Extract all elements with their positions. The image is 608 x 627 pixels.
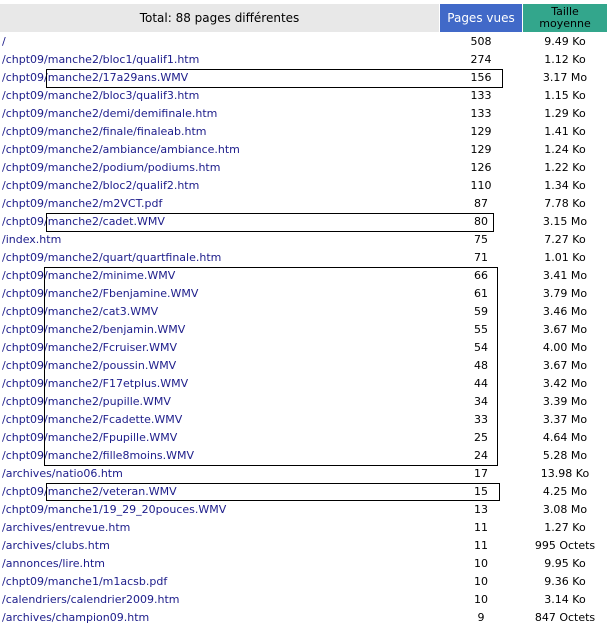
page-views-value: 87 bbox=[474, 197, 488, 210]
page-url-link[interactable]: /chpt09/manche2/Fpupille.WMV bbox=[2, 431, 178, 444]
average-size-value: 1.24 Ko bbox=[544, 143, 586, 156]
page-url-link[interactable]: /index.htm bbox=[2, 233, 62, 246]
table-row bbox=[0, 483, 608, 501]
average-size-value: 9.49 Ko bbox=[544, 35, 586, 48]
page-url-link[interactable]: /chpt09/manche2/pupille.WMV bbox=[2, 395, 171, 408]
page-views-value: 129 bbox=[470, 125, 492, 138]
page-url-link[interactable]: / bbox=[2, 35, 6, 48]
page-views-value: 75 bbox=[474, 233, 488, 246]
table-row bbox=[0, 519, 608, 537]
page-views-header[interactable]: Pages vues bbox=[440, 4, 522, 32]
page-url-link[interactable]: /chpt09/manche2/Fcadette.WMV bbox=[2, 413, 183, 426]
page-views-value: 133 bbox=[470, 107, 492, 120]
table-row bbox=[0, 123, 608, 141]
table-row bbox=[0, 231, 608, 249]
table-row bbox=[0, 303, 608, 321]
table-row bbox=[0, 141, 608, 159]
average-size-value: 847 Octets bbox=[534, 611, 596, 624]
page-url-link[interactable]: /chpt09/manche2/quart/quartfinale.htm bbox=[2, 251, 222, 264]
page-views-value: 80 bbox=[474, 215, 488, 228]
table-row bbox=[0, 321, 608, 339]
table-row bbox=[0, 69, 608, 87]
page-url-link[interactable]: /chpt09/manche2/cadet.WMV bbox=[2, 215, 165, 228]
page-views-value: 10 bbox=[474, 575, 488, 588]
average-size-value: 1.22 Ko bbox=[544, 161, 586, 174]
page-url-link[interactable]: /chpt09/manche2/poussin.WMV bbox=[2, 359, 177, 372]
page-url-link[interactable]: /chpt09/manche2/demi/demifinale.htm bbox=[2, 107, 218, 120]
page-views-value: 15 bbox=[474, 485, 488, 498]
page-views-value: 61 bbox=[474, 287, 488, 300]
page-views-value: 54 bbox=[474, 341, 488, 354]
page-url-link[interactable]: /chpt09/manche2/Fbenjamine.WMV bbox=[2, 287, 199, 300]
average-size-value: 3.17 Mo bbox=[542, 71, 588, 84]
page-views-value: 156 bbox=[470, 71, 492, 84]
table-row bbox=[0, 591, 608, 609]
table-row bbox=[0, 429, 608, 447]
average-size-value: 1.15 Ko bbox=[544, 89, 586, 102]
page-views-value: 71 bbox=[474, 251, 488, 264]
table-row bbox=[0, 501, 608, 519]
table-row bbox=[0, 573, 608, 591]
page-views-value: 9 bbox=[477, 611, 485, 624]
page-url-link[interactable]: /archives/champion09.htm bbox=[2, 611, 150, 624]
page-url-link[interactable]: /chpt09/manche2/17a29ans.WMV bbox=[2, 71, 189, 84]
average-size-value: 13.98 Ko bbox=[540, 467, 590, 480]
page-url-link[interactable]: /chpt09/manche1/19_29_20pouces.WMV bbox=[2, 503, 227, 516]
average-size-header[interactable]: Taille moyenne bbox=[523, 4, 607, 32]
average-size-value: 4.25 Mo bbox=[542, 485, 588, 498]
average-size-value: 7.27 Ko bbox=[544, 233, 586, 246]
table-row bbox=[0, 177, 608, 195]
table-row bbox=[0, 267, 608, 285]
total-pages-header: Total: 88 pages différentes bbox=[0, 4, 439, 32]
average-size-value: 1.41 Ko bbox=[544, 125, 586, 138]
page-url-link[interactable]: /archives/entrevue.htm bbox=[2, 521, 131, 534]
average-size-value: 5.28 Mo bbox=[542, 449, 588, 462]
page-views-value: 25 bbox=[474, 431, 488, 444]
page-url-link[interactable]: /chpt09/manche2/ambiance/ambiance.htm bbox=[2, 143, 240, 156]
table-row bbox=[0, 465, 608, 483]
page-url-link[interactable]: /archives/clubs.htm bbox=[2, 539, 110, 552]
page-views-value: 44 bbox=[474, 377, 488, 390]
average-size-value: 9.95 Ko bbox=[544, 557, 586, 570]
page-views-value: 110 bbox=[470, 179, 492, 192]
average-size-value: 3.14 Ko bbox=[544, 593, 586, 606]
table-row bbox=[0, 249, 608, 267]
table-row bbox=[0, 51, 608, 69]
average-size-value: 3.15 Mo bbox=[542, 215, 588, 228]
table-row bbox=[0, 33, 608, 51]
average-size-value: 3.37 Mo bbox=[542, 413, 588, 426]
table-row bbox=[0, 555, 608, 573]
average-size-value: 3.46 Mo bbox=[542, 305, 588, 318]
page-views-value: 48 bbox=[474, 359, 488, 372]
table-row bbox=[0, 411, 608, 429]
average-size-value: 3.42 Mo bbox=[542, 377, 588, 390]
table-row bbox=[0, 393, 608, 411]
average-size-value: 4.64 Mo bbox=[542, 431, 588, 444]
page-url-link[interactable]: /chpt09/manche2/minime.WMV bbox=[2, 269, 176, 282]
average-size-value: 4.00 Mo bbox=[542, 341, 588, 354]
table-row bbox=[0, 195, 608, 213]
page-url-link[interactable]: /chpt09/manche2/bloc2/qualif2.htm bbox=[2, 179, 200, 192]
average-size-value: 3.67 Mo bbox=[542, 323, 588, 336]
table-row bbox=[0, 609, 608, 627]
page-url-link[interactable]: /chpt09/manche2/fille8moins.WMV bbox=[2, 449, 195, 462]
page-views-value: 34 bbox=[474, 395, 488, 408]
page-url-link[interactable]: /chpt09/manche2/podium/podiums.htm bbox=[2, 161, 221, 174]
table-row bbox=[0, 339, 608, 357]
page-views-value: 508 bbox=[470, 35, 492, 48]
page-views-value: 10 bbox=[474, 593, 488, 606]
page-views-value: 129 bbox=[470, 143, 492, 156]
table-row bbox=[0, 357, 608, 375]
page-url-link[interactable]: /archives/natio06.htm bbox=[2, 467, 123, 480]
page-url-link[interactable]: /chpt09/manche2/bloc3/qualif3.htm bbox=[2, 89, 200, 102]
page-views-value: 33 bbox=[474, 413, 488, 426]
page-url-link[interactable]: /chpt09/manche2/benjamin.WMV bbox=[2, 323, 186, 336]
table-row bbox=[0, 105, 608, 123]
table-row bbox=[0, 285, 608, 303]
table-row bbox=[0, 447, 608, 465]
page-views-value: 126 bbox=[470, 161, 492, 174]
table-row bbox=[0, 159, 608, 177]
average-size-value: 1.34 Ko bbox=[544, 179, 586, 192]
average-size-value: 1.27 Ko bbox=[544, 521, 586, 534]
page-url-link[interactable]: /annonces/lire.htm bbox=[2, 557, 106, 570]
page-url-link[interactable]: /chpt09/manche2/Fcruiser.WMV bbox=[2, 341, 177, 354]
average-size-value: 995 Octets bbox=[534, 539, 596, 552]
page-views-value: 17 bbox=[474, 467, 488, 480]
page-url-link[interactable]: /chpt09/manche2/finale/finaleab.htm bbox=[2, 125, 207, 138]
page-url-link[interactable]: /chpt09/manche2/veteran.WMV bbox=[2, 485, 177, 498]
page-url-link[interactable]: /chpt09/manche2/cat3.WMV bbox=[2, 305, 159, 318]
average-size-value: 3.79 Mo bbox=[542, 287, 588, 300]
page-views-value: 11 bbox=[474, 521, 488, 534]
page-views-value: 66 bbox=[474, 269, 488, 282]
page-views-value: 55 bbox=[474, 323, 488, 336]
table-row bbox=[0, 87, 608, 105]
table-row bbox=[0, 537, 608, 555]
average-size-value: 3.67 Mo bbox=[542, 359, 588, 372]
average-size-value: 1.01 Ko bbox=[544, 251, 586, 264]
page-views-value: 274 bbox=[470, 53, 492, 66]
table-row bbox=[0, 375, 608, 393]
average-size-value: 9.36 Ko bbox=[544, 575, 586, 588]
page-views-value: 24 bbox=[474, 449, 488, 462]
page-views-value: 10 bbox=[474, 557, 488, 570]
average-size-value: 3.41 Mo bbox=[542, 269, 588, 282]
page-url-link[interactable]: /chpt09/manche1/m1acsb.pdf bbox=[2, 575, 168, 588]
page-url-link[interactable]: /chpt09/manche2/F17etplus.WMV bbox=[2, 377, 189, 390]
page-views-value: 11 bbox=[474, 539, 488, 552]
page-views-value: 133 bbox=[470, 89, 492, 102]
table-row bbox=[0, 213, 608, 231]
average-size-value: 3.08 Mo bbox=[542, 503, 588, 516]
page-url-link[interactable]: /chpt09/manche2/bloc1/qualif1.htm bbox=[2, 53, 200, 66]
average-size-value: 3.39 Mo bbox=[542, 395, 588, 408]
average-size-value: 7.78 Ko bbox=[544, 197, 586, 210]
average-size-value: 1.29 Ko bbox=[544, 107, 586, 120]
page-views-value: 13 bbox=[474, 503, 488, 516]
page-views-value: 59 bbox=[474, 305, 488, 318]
average-size-value: 1.12 Ko bbox=[544, 53, 586, 66]
page-url-link[interactable]: /chpt09/manche2/m2VCT.pdf bbox=[2, 197, 163, 210]
page-url-link[interactable]: /calendriers/calendrier2009.htm bbox=[2, 593, 180, 606]
